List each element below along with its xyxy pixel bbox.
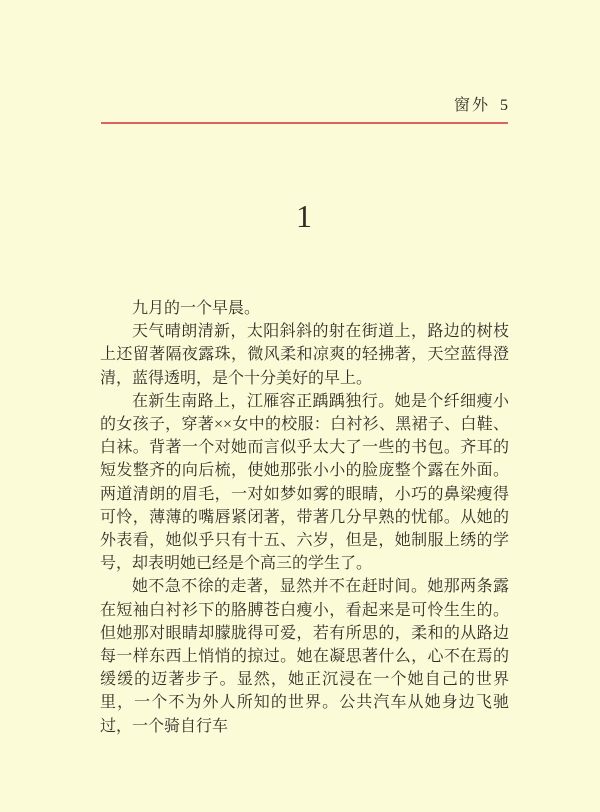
paragraph: 在新生南路上，江雁容正踽踽独行。她是个纤细瘦小的女孩子，穿著××女中的校服：白衬衫、黑裙子、白鞋、白袜。背著一个对她而言似乎太大了一些的书包。齐耳的短发整齐的向后梳，使她那张小小的脸庞整个露在外面。两道清朗的眉毛，一对如梦如雾的眼睛，小巧的鼻梁瘦得可怜，薄薄的嘴唇紧闭著，带著几分早熟的忧郁。从她的外表看，她似乎只有十五、六岁，但是，她制服上绣的学号，却表明她已经是个高三的学生了。 [100, 392, 509, 573]
body-text [100, 297, 509, 738]
page-number: 5 [500, 97, 508, 114]
chapter-number: 1 [296, 198, 312, 234]
paragraph: 天气晴朗清新，太阳斜斜的射在街道上，路边的树枝上还留著隔夜露珠，微风柔和凉爽的轻拂著，天空蓝得澄清，蓝得透明，是个十分美好的早上。 [100, 323, 509, 387]
running-header [101, 97, 508, 114]
paragraph: 九月的一个早晨。 [132, 300, 261, 317]
running-header-book-title: 窗外 [453, 97, 490, 114]
paragraph: 她不急不徐的走著，显然并不在赶时间。她那两条露在短袖白衬衫下的胳膊苍白瘦小，看起来是可怜生生的。但她那对眼睛却朦胧得可爱，若有所思的，柔和的从路边每一样东西上悄悄的掠过。她在凝思著什么，心不在焉的缓缓的迈著步子。显然，她正沉浸在一个她自己的世界里，一个不为外人所知的世界。公共汽车从她身边飞驰过，一个骑自行车 [100, 578, 509, 735]
header-rule-line [101, 122, 508, 124]
